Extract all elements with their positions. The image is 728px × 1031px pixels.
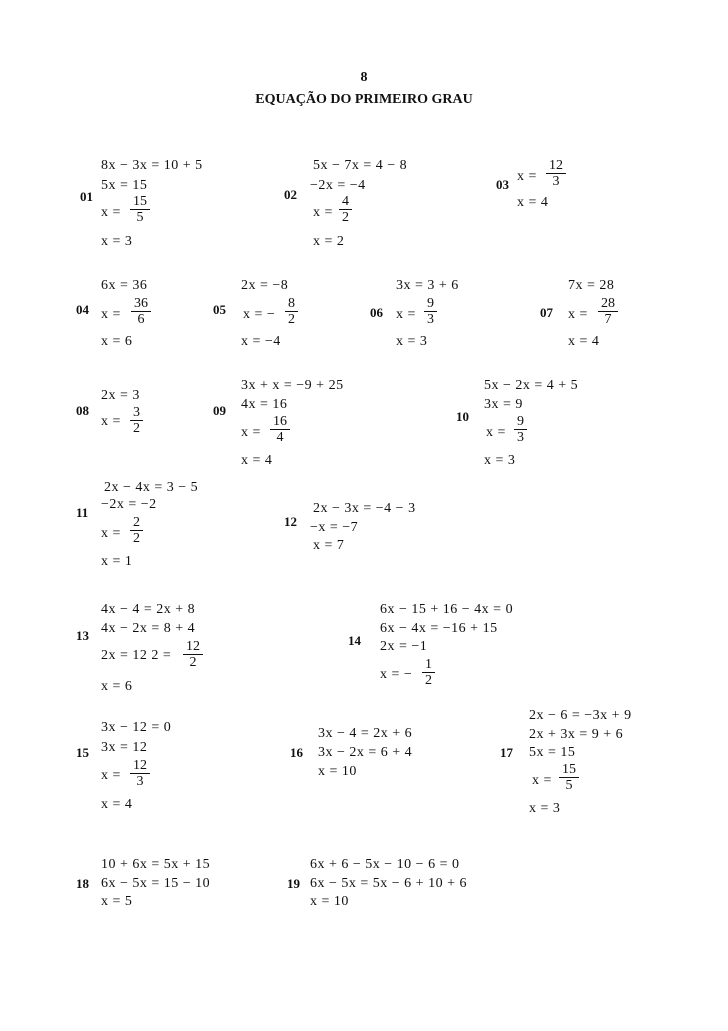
- problem-number: 09: [213, 403, 226, 418]
- fraction: [130, 758, 150, 789]
- numerator: 16: [270, 414, 290, 430]
- equation-line: 4x − 2x = 8 + 4: [101, 621, 196, 636]
- equation-line: x =: [396, 307, 416, 322]
- equation-line: x =: [101, 526, 121, 541]
- numerator: 15: [559, 762, 579, 778]
- equation-line: 6x − 5x = 15 − 10: [101, 876, 211, 891]
- equation-line: x = −: [243, 307, 276, 322]
- fraction: [130, 405, 143, 436]
- equation-result: x = 3: [529, 801, 561, 816]
- equation-result: x = 6: [101, 334, 133, 349]
- numerator: 12: [546, 158, 566, 174]
- equation-line: 4x − 4 = 2x + 8: [101, 602, 196, 617]
- problem-number: 08: [76, 403, 89, 418]
- equation-result: x = 10: [318, 764, 357, 779]
- equation-line: 3x − 12 = 0: [101, 720, 172, 735]
- fraction: [546, 158, 566, 189]
- problem-number: 10: [456, 409, 469, 424]
- denominator: 7: [604, 312, 612, 327]
- fraction: [559, 762, 579, 793]
- denominator: 3: [517, 430, 524, 445]
- equation-line: x =: [313, 205, 333, 220]
- denominator: 2: [288, 312, 295, 327]
- equation-line: 2x = −8: [241, 278, 289, 293]
- equation-line: 6x − 15 + 16 − 4x = 0: [380, 602, 514, 617]
- equation-result: x = 3: [396, 334, 428, 349]
- equation-line: 3x = 12: [101, 740, 148, 755]
- fraction: [424, 296, 437, 327]
- equation-line: 5x − 7x = 4 − 8: [313, 158, 408, 173]
- numerator: 2: [130, 515, 143, 531]
- fraction: [514, 414, 527, 445]
- denominator: 2: [189, 655, 197, 670]
- denominator: 5: [136, 210, 144, 225]
- numerator: 36: [131, 296, 151, 312]
- problem-number: 01: [80, 189, 93, 204]
- problem-number: 16: [290, 745, 303, 760]
- problem-number: 04: [76, 302, 89, 317]
- equation-line: 6x − 4x = −16 + 15: [380, 621, 498, 636]
- equation-line: 2x = −1: [380, 639, 428, 654]
- denominator: 5: [565, 778, 573, 793]
- denominator: 2: [133, 531, 140, 546]
- denominator: 3: [427, 312, 434, 327]
- equation-line: 3x − 4 = 2x + 6: [318, 726, 413, 741]
- problem-number: 05: [213, 302, 226, 317]
- equation-line: x =: [486, 425, 506, 440]
- equation-result: x = 3: [101, 234, 133, 249]
- page-title: EQUAÇÃO DO PRIMEIRO GRAU: [255, 92, 473, 107]
- fraction: [183, 639, 203, 670]
- equation-result: x = 6: [101, 679, 133, 694]
- equation-line: x =: [532, 773, 552, 788]
- fraction: [130, 194, 150, 225]
- equation-line: 3x + x = −9 + 25: [241, 378, 344, 393]
- equation-line: x =: [568, 307, 588, 322]
- numerator: 28: [598, 296, 618, 312]
- denominator: 2: [425, 673, 432, 688]
- denominator: 2: [133, 421, 140, 436]
- fraction: [131, 296, 151, 327]
- equation-line: 5x = 15: [529, 745, 576, 760]
- equation-result: x = 1: [101, 554, 133, 569]
- equation-result: x = 3: [484, 453, 516, 468]
- denominator: 4: [276, 430, 284, 445]
- equation-line: x = −: [380, 667, 413, 682]
- problem-number: 03: [496, 177, 509, 192]
- equation-result: x = 2: [313, 234, 345, 249]
- equation-line: 3x = 3 + 6: [396, 278, 459, 293]
- problem-number: 15: [76, 745, 89, 760]
- numerator: 9: [424, 296, 437, 312]
- equation-line: −2x = −2: [101, 497, 157, 512]
- problem-number: 02: [284, 187, 297, 202]
- equation-result: x = 10: [310, 894, 349, 909]
- fraction: [422, 657, 435, 688]
- equation-line: 2x = 3: [101, 388, 140, 403]
- equation-line: −2x = −4: [310, 178, 366, 193]
- fraction: [339, 194, 352, 225]
- equation-line: 10 + 6x = 5x + 15: [101, 857, 211, 872]
- equation-result: x = 4: [241, 453, 273, 468]
- equation-line: x =: [101, 414, 121, 429]
- equation-line: −x = −7: [310, 520, 359, 535]
- numerator: 12: [130, 758, 150, 774]
- equation-result: x = 7: [313, 538, 345, 553]
- problem-number: 07: [540, 305, 553, 320]
- equation-line: 2x − 6 = −3x + 9: [529, 708, 632, 723]
- problem-number: 17: [500, 745, 513, 760]
- equation-line: 2x − 4x = 3 − 5: [104, 480, 199, 495]
- equation-result: x = 4: [517, 195, 549, 210]
- problem-number: 12: [284, 514, 297, 529]
- fraction: [270, 414, 290, 445]
- equation-result: x = 4: [101, 797, 133, 812]
- numerator: 9: [514, 414, 527, 430]
- equation-line: x =: [101, 768, 121, 783]
- equation-line: 6x = 36: [101, 278, 148, 293]
- equation-line: 2x − 3x = −4 − 3: [313, 501, 416, 516]
- equation-result: x = 5: [101, 894, 133, 909]
- numerator: 4: [339, 194, 352, 210]
- problem-number: 14: [348, 633, 361, 648]
- problem-number: 19: [287, 876, 300, 891]
- denominator: 6: [137, 312, 145, 327]
- numerator: 3: [130, 405, 143, 421]
- numerator: 12: [183, 639, 203, 655]
- equation-result: x = 4: [568, 334, 600, 349]
- problem-number: 11: [76, 505, 89, 520]
- problem-number: 13: [76, 628, 89, 643]
- equation-line: 8x − 3x = 10 + 5: [101, 158, 203, 173]
- page-number: 8: [360, 70, 368, 85]
- equation-line: 5x = 15: [101, 178, 148, 193]
- equation-line: x =: [101, 307, 121, 322]
- equation-line: 6x + 6 − 5x − 10 − 6 = 0: [310, 857, 460, 872]
- equation-line: 4x = 16: [241, 397, 288, 412]
- numerator: 15: [130, 194, 150, 210]
- equation-line: 5x − 2x = 4 + 5: [484, 378, 579, 393]
- equation-result: x = −4: [241, 334, 281, 349]
- fraction: [598, 296, 618, 327]
- equation-line: 3x − 2x = 6 + 4: [318, 745, 413, 760]
- problem-number: 18: [76, 876, 89, 891]
- equation-line: 7x = 28: [568, 278, 615, 293]
- numerator: 8: [285, 296, 298, 312]
- denominator: 2: [342, 210, 349, 225]
- equation-line: x =: [241, 425, 261, 440]
- equation-line: 6x − 5x = 5x − 6 + 10 + 6: [310, 876, 467, 891]
- denominator: 3: [136, 774, 144, 789]
- denominator: 3: [552, 174, 560, 189]
- equation-line: x =: [517, 169, 537, 184]
- equation-line: 3x = 9: [484, 397, 523, 412]
- equation-line: 2x = 12 2 =: [101, 648, 172, 663]
- equation-line: 2x + 3x = 9 + 6: [529, 727, 624, 742]
- equation-line: x =: [101, 205, 121, 220]
- problem-number: 06: [370, 305, 383, 320]
- fraction: [130, 515, 143, 546]
- fraction: [285, 296, 298, 327]
- numerator: 1: [422, 657, 435, 673]
